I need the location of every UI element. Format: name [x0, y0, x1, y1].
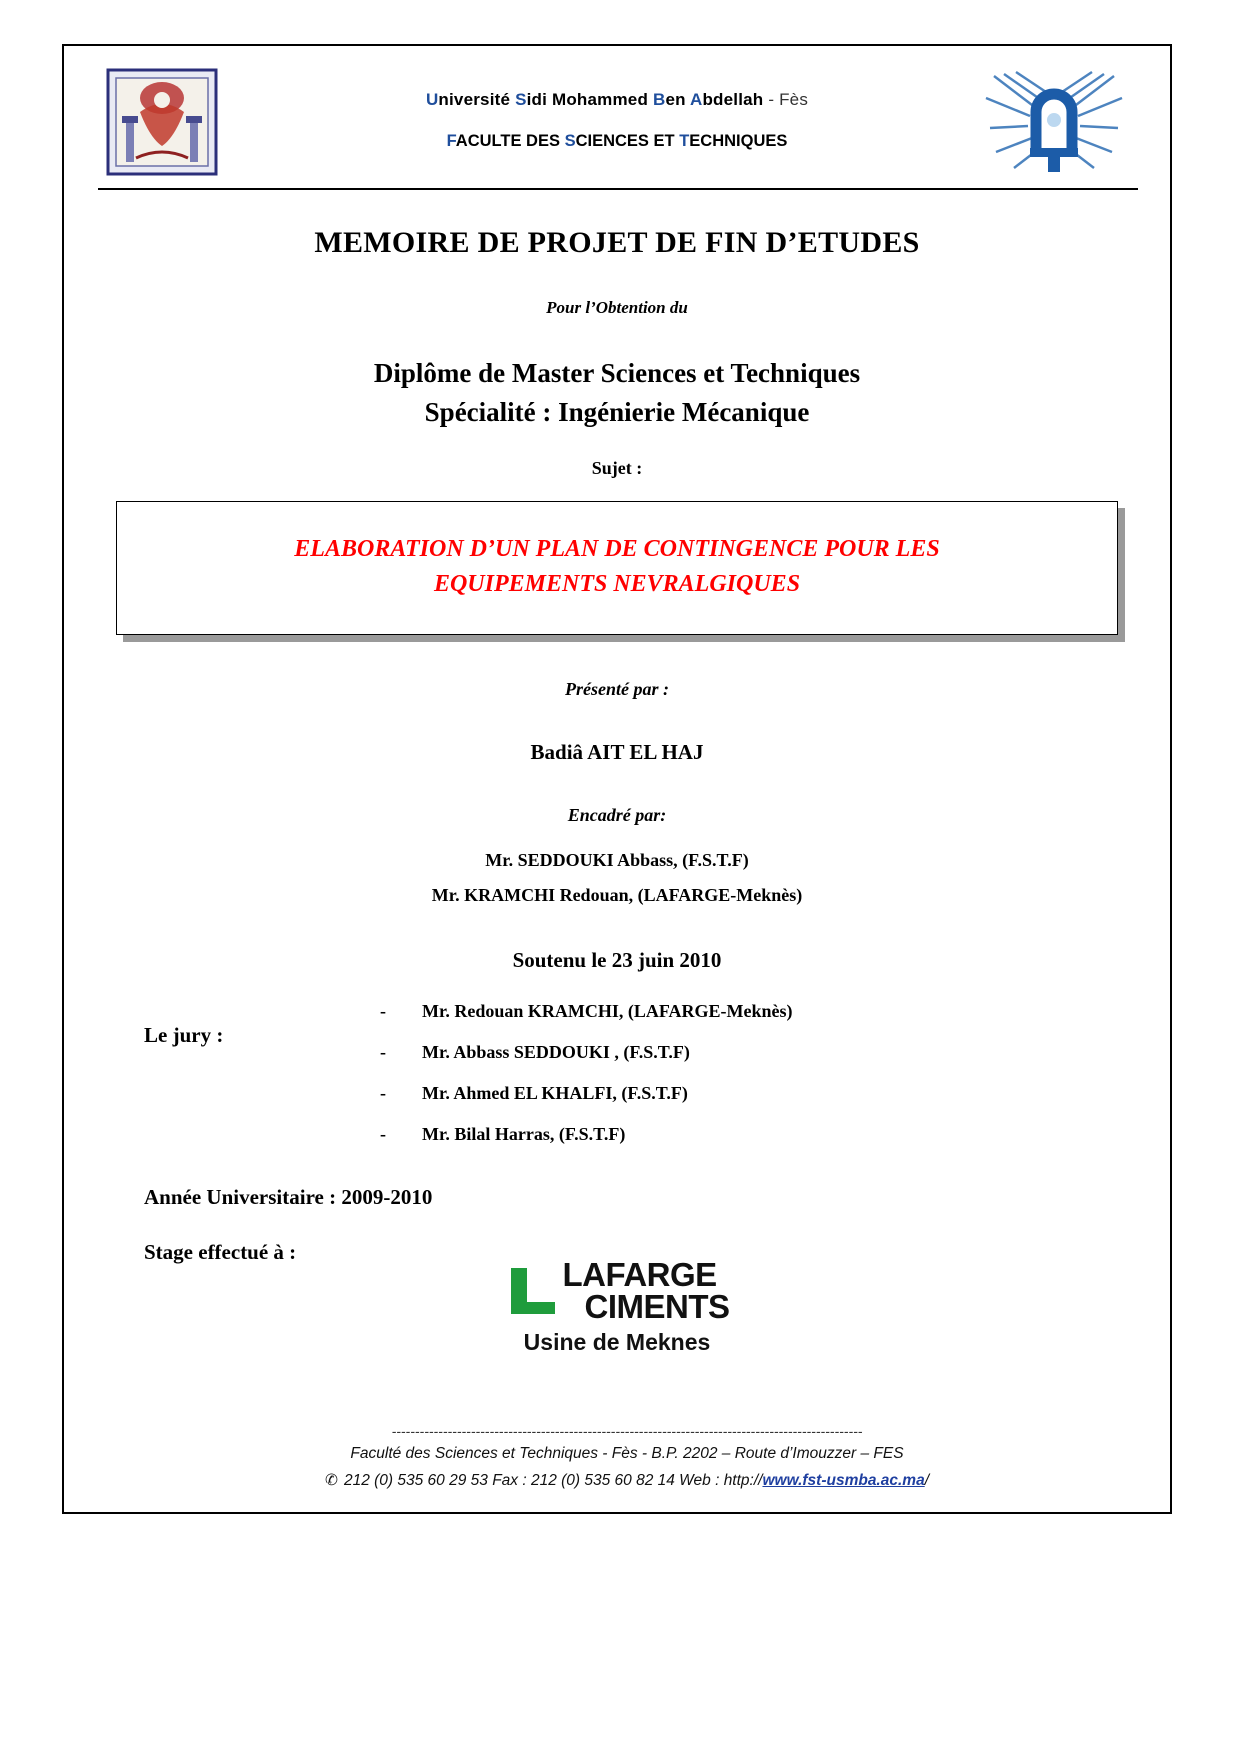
jury-dash: -: [380, 1082, 386, 1103]
jury-label: Le jury :: [144, 1022, 224, 1047]
subject-title-line-2: EQUIPEMENTS NEVRALGIQUES: [433, 571, 801, 598]
list-item: [380, 1001, 1154, 1022]
header-divider: [98, 188, 1138, 190]
university-name: Université Sidi Mohammed Ben Abdellah - Fès: [425, 90, 809, 109]
list-item: [380, 1042, 1154, 1063]
subject-box: [116, 501, 1118, 635]
subject-title-line-1: ELABORATION D’UN PLAN DE CONTINGENCE POUR LES: [294, 536, 940, 563]
lafarge-word-1: LAFARGE: [562, 1255, 717, 1293]
usmba-university-seal-icon: [106, 68, 218, 176]
document-footer: [160, 1423, 1094, 1490]
jury-list: [380, 1001, 1154, 1145]
faculty-name: FACULTE DES SCIENCES ET TECHNIQUES: [446, 132, 788, 150]
header-titles: [260, 90, 974, 151]
lafarge-logo-row: [467, 1255, 767, 1326]
jury-member-4: Mr. Bilal Harras, (F.S.T.F): [422, 1123, 626, 1144]
list-item: [380, 1124, 1154, 1145]
presented-by-label: Présenté par :: [565, 678, 669, 699]
document-page: [62, 44, 1172, 1514]
faculty-website-link[interactable]: www.fst-usmba.ac.ma: [762, 1472, 925, 1489]
lafarge-subtitle: Usine de Meknes: [523, 1329, 711, 1356]
supervisor-1: Mr. SEDDOUKI Abbass, (F.S.T.F): [485, 849, 749, 870]
academic-year: Année Universitaire : 2009-2010: [144, 1184, 433, 1209]
supervised-by-label: Encadré par:: [567, 804, 667, 825]
page-title: MEMOIRE DE PROJET DE FIN D’ETUDES: [314, 226, 920, 259]
for-obtaining-label: Pour l’Obtention du: [546, 298, 688, 317]
fst-faculty-logo-icon: [974, 68, 1134, 176]
footer-contact: [160, 1471, 1094, 1490]
lafarge-word-2: CIMENTS: [584, 1288, 730, 1326]
lafarge-mark-icon: [505, 1264, 559, 1318]
defense-date: Soutenu le 23 juin 2010: [512, 947, 722, 972]
author-name: Badiâ AIT EL HAJ: [530, 739, 704, 764]
diploma-line-2: Spécialité : Ingénierie Mécanique: [424, 397, 810, 428]
jury-member-1: Mr. Redouan KRAMCHI, (LAFARGE-Meknès): [422, 1000, 793, 1021]
jury-member-2: Mr. Abbass SEDDOUKI , (F.S.T.F): [422, 1041, 690, 1062]
lafarge-ciments-logo-icon: [467, 1255, 767, 1356]
footer-contact-text: 212 (0) 535 60 29 53 Fax : 212 (0) 535 60 82 14 Web : http://: [343, 1472, 763, 1489]
jury-dash: -: [380, 1041, 386, 1062]
diploma-line-1: Diplôme de Master Sciences et Techniques: [373, 358, 861, 388]
list-item: [380, 1083, 1154, 1104]
jury-dash: -: [380, 1000, 386, 1021]
footer-address: Faculté des Sciences et Techniques - Fès - B.P. 2202 – Route d’Imouzzer – FES: [350, 1445, 904, 1462]
supervisor-2: Mr. KRAMCHI Redouan, (LAFARGE-Meknès): [431, 884, 803, 905]
document-body: [80, 200, 1154, 1356]
subject-label: Sujet :: [591, 458, 643, 479]
subject-box-wrapper: [116, 501, 1118, 635]
jury-member-3: Mr. Ahmed EL KHALFI, (F.S.T.F): [422, 1082, 688, 1103]
lafarge-wordmark: [562, 1255, 730, 1326]
jury-block: [80, 1001, 1154, 1145]
phone-icon: ✆: [324, 1472, 338, 1489]
internship-label: Stage effectué à :: [144, 1239, 297, 1264]
diploma-block: [80, 354, 1154, 432]
page-inner: [80, 60, 1154, 1498]
jury-dash: -: [380, 1123, 386, 1144]
footer-separator: -----------------------------------------------------------------------------------------------------: [391, 1423, 863, 1439]
document-header: [80, 60, 1154, 168]
footer-contact-suffix: /: [924, 1472, 930, 1489]
